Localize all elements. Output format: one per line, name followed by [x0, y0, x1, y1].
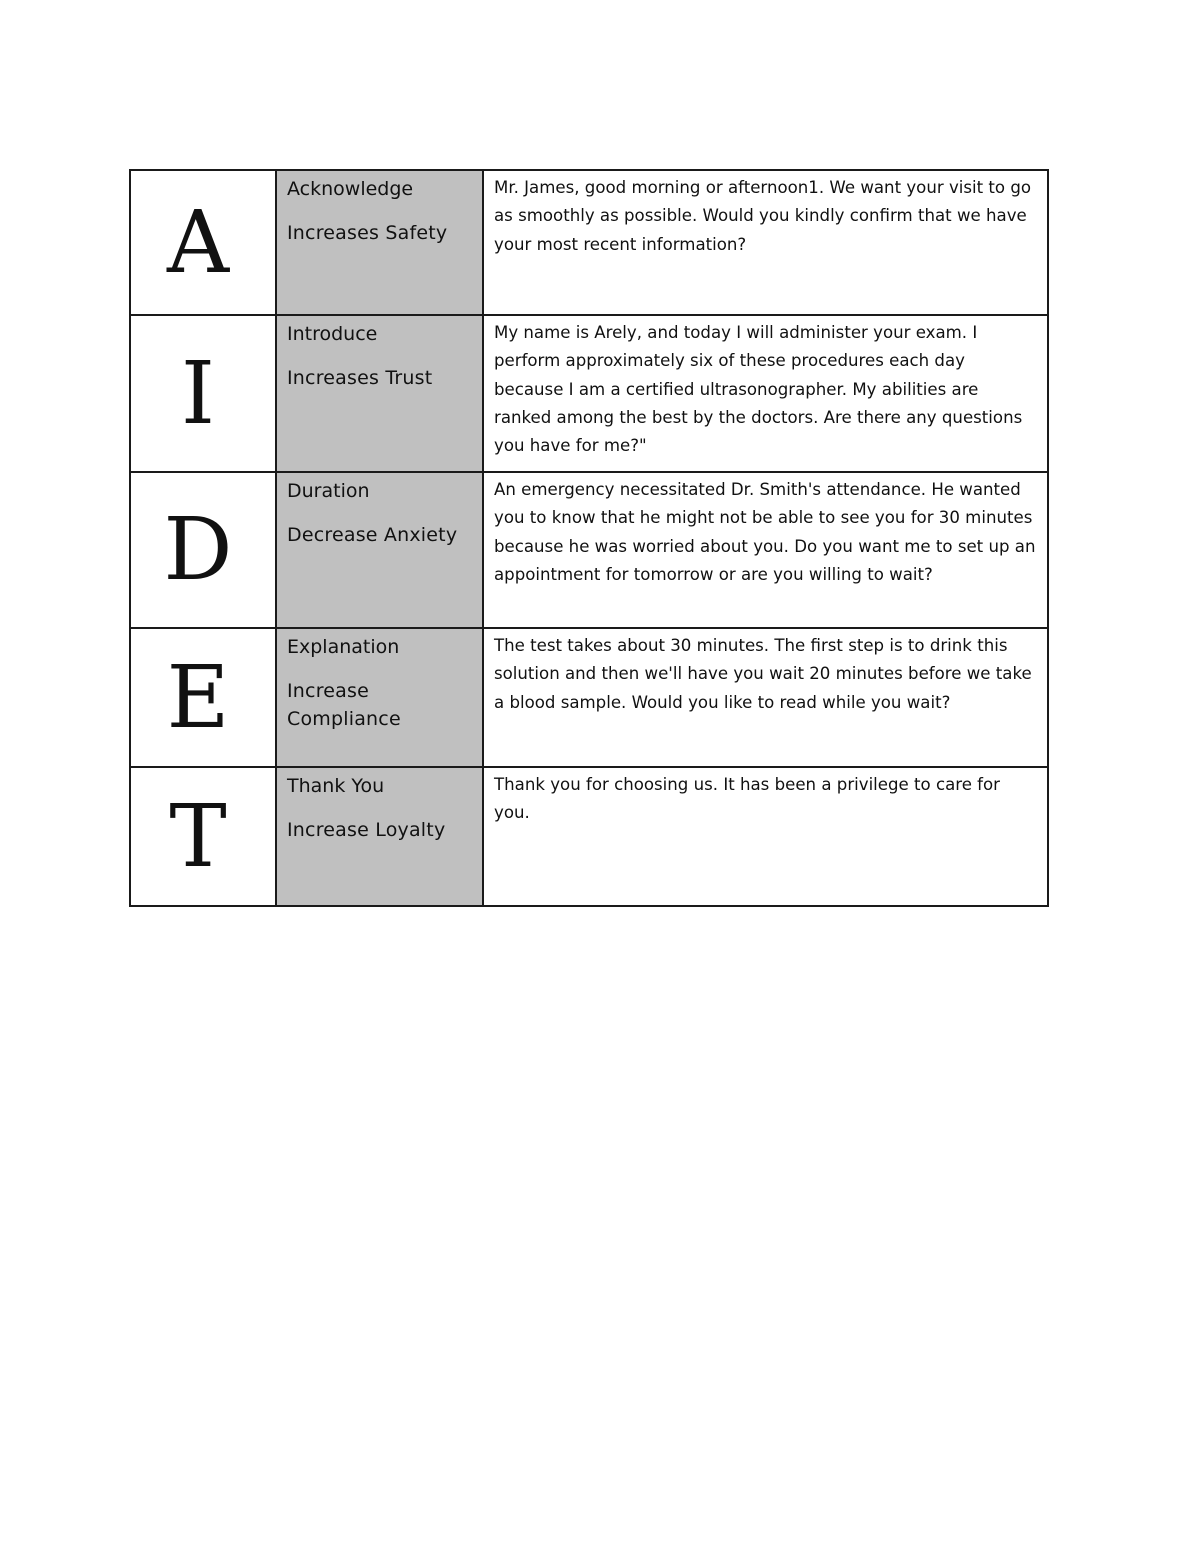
letter-cell	[130, 472, 276, 628]
step-cell	[276, 767, 483, 906]
aidet-table	[129, 169, 1049, 907]
script-text: Mr. James, good morning or afternoon1. We want your visit to go as smoothly as possible. Would you kindly confirm that we have your most recent information?	[494, 178, 1032, 254]
step-goal: Increase Loyalty	[287, 819, 446, 841]
step-cell	[276, 315, 483, 472]
letter-cell	[130, 170, 276, 315]
script-cell	[483, 472, 1048, 628]
script-cell	[483, 315, 1048, 472]
aidet-letter: T	[169, 786, 227, 887]
step-cell	[276, 170, 483, 315]
script-cell	[483, 170, 1048, 315]
script-cell	[483, 628, 1048, 767]
step-cell	[276, 628, 483, 767]
script-text: Thank you for choosing us. It has been a privilege to care for you.	[494, 775, 1000, 823]
script-text: An emergency necessitated Dr. Smith's attendance. He wanted you to know that he might not be able to see you for 30 minutes because he was worried about you. Do you want me to set up an appointment for tomorrow or are you willing to wait?	[494, 480, 1036, 584]
letter-cell	[130, 628, 276, 767]
letter-cell	[130, 767, 276, 906]
table-row-introduce	[130, 315, 1048, 472]
step-goal: Increases Trust	[287, 367, 433, 389]
step-name: Introduce	[287, 323, 378, 345]
step-name: Explanation	[287, 636, 400, 658]
step-name: Thank You	[287, 775, 385, 797]
aidet-letter: A	[166, 192, 230, 293]
letter-cell	[130, 315, 276, 472]
table-row-explanation	[130, 628, 1048, 767]
step-name: Duration	[287, 480, 370, 502]
aidet-letter: D	[163, 500, 233, 600]
step-name: Acknowledge	[287, 178, 414, 200]
table-row-thank-you	[130, 767, 1048, 906]
step-cell	[276, 472, 483, 628]
aidet-letter: E	[166, 647, 230, 748]
step-goal: Decrease Anxiety	[287, 524, 458, 546]
step-goal: Increase Compliance	[287, 680, 401, 730]
table-row-duration	[130, 472, 1048, 628]
script-text: My name is Arely, and today I will administer your exam. I perform approximately six of these procedures each day because I am a certified ultrasonographer. My abilities are ranked among the best by the doctors. Are there any questions you have for me?"	[494, 323, 1023, 456]
table-row-acknowledge	[130, 170, 1048, 315]
script-cell	[483, 767, 1048, 906]
script-text: The test takes about 30 minutes. The first step is to drink this solution and then we'll have you wait 20 minutes before we take a blood sample. Would you like to read while you wait?	[494, 636, 1032, 712]
step-goal: Increases Safety	[287, 222, 448, 244]
aidet-letter: I	[181, 343, 215, 444]
